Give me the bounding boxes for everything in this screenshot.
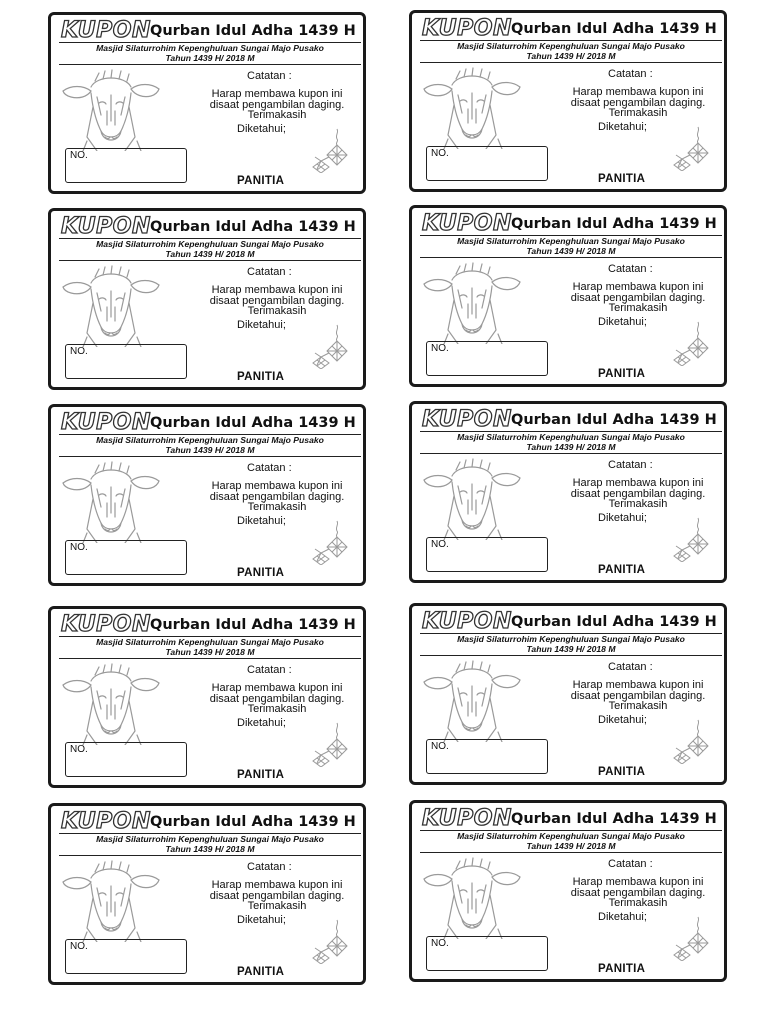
message-line-3: Terimakasih bbox=[247, 900, 307, 912]
message-line-2: disaat pengambilan daging. bbox=[570, 886, 706, 899]
kupon-logo: KUPON bbox=[61, 214, 151, 239]
coupon-card-1 bbox=[48, 12, 366, 194]
organizer-year: Tahun 1439 H/ 2018 M bbox=[165, 843, 255, 854]
organizer-header bbox=[420, 633, 722, 656]
organizer-header bbox=[420, 431, 722, 454]
coupon-message bbox=[550, 478, 726, 510]
catatan-label: Catatan : bbox=[608, 858, 653, 870]
number-label: NO. bbox=[70, 542, 88, 553]
kupon-logo: KUPON bbox=[61, 18, 151, 43]
coupon-title: Qurban Idul Adha 1439 H bbox=[150, 219, 356, 235]
diketahui-label: Diketahui; bbox=[598, 121, 647, 133]
catatan-label: Catatan : bbox=[608, 661, 653, 673]
coupon-message bbox=[550, 680, 726, 712]
coupon-card-7 bbox=[48, 606, 366, 788]
organizer-name: Masjid Silaturrohim Kepenghuluan Sungai Majo Pusako bbox=[96, 834, 324, 844]
coupon-card-10 bbox=[409, 800, 727, 982]
coupon-title: Qurban Idul Adha 1439 H bbox=[150, 814, 356, 830]
cow-sketch-icon bbox=[57, 67, 165, 151]
organizer-name: Masjid Silaturrohim Kepenghuluan Sungai Majo Pusako bbox=[457, 634, 685, 644]
cow-sketch-icon bbox=[57, 263, 165, 347]
message-line-3: Terimakasih bbox=[247, 305, 307, 317]
coupon-title: Qurban Idul Adha 1439 H bbox=[511, 216, 717, 232]
ketupat-icon bbox=[668, 125, 714, 171]
kupon-logo: KUPON bbox=[422, 806, 512, 831]
organizer-header bbox=[59, 434, 361, 457]
kupon-logo: KUPON bbox=[61, 612, 151, 637]
number-label: NO. bbox=[431, 148, 449, 159]
catatan-label: Catatan : bbox=[247, 462, 292, 474]
panitia-signature: PANITIA bbox=[237, 567, 285, 579]
message-line-1: Harap membawa kupon ini bbox=[211, 879, 343, 891]
message-line-2: disaat pengambilan daging. bbox=[570, 487, 706, 500]
organizer-year: Tahun 1439 H/ 2018 M bbox=[526, 50, 616, 61]
catatan-label: Catatan : bbox=[608, 263, 653, 275]
number-label: NO. bbox=[431, 343, 449, 354]
organizer-header bbox=[59, 238, 361, 261]
coupon-card-6 bbox=[409, 401, 727, 583]
diketahui-label: Diketahui; bbox=[237, 717, 286, 729]
panitia-signature: PANITIA bbox=[237, 175, 285, 187]
organizer-year: Tahun 1439 H/ 2018 M bbox=[165, 444, 255, 455]
organizer-header bbox=[59, 833, 361, 856]
cow-sketch-icon bbox=[418, 65, 526, 149]
panitia-signature: PANITIA bbox=[598, 173, 646, 185]
panitia-signature: PANITIA bbox=[237, 371, 285, 383]
cow-sketch-icon bbox=[418, 658, 526, 742]
coupon-message bbox=[550, 87, 726, 119]
organizer-header bbox=[420, 235, 722, 258]
catatan-label: Catatan : bbox=[247, 266, 292, 278]
kupon-logo: KUPON bbox=[422, 609, 512, 634]
ketupat-icon bbox=[307, 918, 353, 964]
coupon-message bbox=[189, 89, 365, 121]
message-line-3: Terimakasih bbox=[608, 498, 668, 510]
organizer-year: Tahun 1439 H/ 2018 M bbox=[526, 441, 616, 452]
coupon-message bbox=[189, 481, 365, 513]
message-line-3: Terimakasih bbox=[247, 109, 307, 121]
panitia-signature: PANITIA bbox=[598, 564, 646, 576]
organizer-header bbox=[59, 636, 361, 659]
diketahui-label: Diketahui; bbox=[237, 515, 286, 527]
number-field bbox=[426, 537, 548, 572]
coupon-card-3 bbox=[48, 208, 366, 390]
coupon-title: Qurban Idul Adha 1439 H bbox=[511, 21, 717, 37]
message-line-1: Harap membawa kupon ini bbox=[572, 281, 704, 293]
organizer-year: Tahun 1439 H/ 2018 M bbox=[526, 643, 616, 654]
number-field bbox=[426, 739, 548, 774]
diketahui-label: Diketahui; bbox=[598, 512, 647, 524]
message-line-3: Terimakasih bbox=[247, 501, 307, 513]
number-field bbox=[65, 939, 187, 974]
coupon-title: Qurban Idul Adha 1439 H bbox=[150, 617, 356, 633]
coupon-card-2 bbox=[409, 10, 727, 192]
cow-sketch-icon bbox=[418, 855, 526, 939]
cow-sketch-icon bbox=[418, 456, 526, 540]
number-field bbox=[65, 742, 187, 777]
number-label: NO. bbox=[70, 150, 88, 161]
cow-sketch-icon bbox=[57, 661, 165, 745]
coupon-card-8 bbox=[409, 603, 727, 785]
message-line-2: disaat pengambilan daging. bbox=[570, 291, 706, 304]
ketupat-icon bbox=[668, 718, 714, 764]
organizer-header bbox=[420, 830, 722, 853]
catatan-label: Catatan : bbox=[247, 70, 292, 82]
diketahui-label: Diketahui; bbox=[598, 714, 647, 726]
organizer-year: Tahun 1439 H/ 2018 M bbox=[165, 248, 255, 259]
number-field bbox=[426, 146, 548, 181]
coupon-message bbox=[550, 282, 726, 314]
organizer-name: Masjid Silaturrohim Kepenghuluan Sungai Majo Pusako bbox=[96, 43, 324, 53]
number-label: NO. bbox=[70, 346, 88, 357]
catatan-label: Catatan : bbox=[247, 664, 292, 676]
ketupat-icon bbox=[668, 516, 714, 562]
coupon-card-9 bbox=[48, 803, 366, 985]
organizer-year: Tahun 1439 H/ 2018 M bbox=[526, 840, 616, 851]
ketupat-icon bbox=[307, 519, 353, 565]
coupon-card-4 bbox=[409, 205, 727, 387]
message-line-3: Terimakasih bbox=[608, 302, 668, 314]
coupon-message bbox=[189, 285, 365, 317]
coupon-message bbox=[189, 880, 365, 912]
message-line-2: disaat pengambilan daging. bbox=[209, 294, 345, 307]
number-label: NO. bbox=[431, 938, 449, 949]
message-line-2: disaat pengambilan daging. bbox=[209, 98, 345, 111]
number-field bbox=[65, 540, 187, 575]
message-line-2: disaat pengambilan daging. bbox=[570, 96, 706, 109]
message-line-3: Terimakasih bbox=[608, 107, 668, 119]
message-line-1: Harap membawa kupon ini bbox=[572, 477, 704, 489]
number-label: NO. bbox=[70, 941, 88, 952]
kupon-logo: KUPON bbox=[422, 211, 512, 236]
cow-sketch-icon bbox=[418, 260, 526, 344]
coupon-message bbox=[550, 877, 726, 909]
organizer-name: Masjid Silaturrohim Kepenghuluan Sungai Majo Pusako bbox=[96, 435, 324, 445]
organizer-name: Masjid Silaturrohim Kepenghuluan Sungai Majo Pusako bbox=[457, 236, 685, 246]
message-line-1: Harap membawa kupon ini bbox=[572, 86, 704, 98]
organizer-name: Masjid Silaturrohim Kepenghuluan Sungai Majo Pusako bbox=[96, 239, 324, 249]
organizer-name: Masjid Silaturrohim Kepenghuluan Sungai Majo Pusako bbox=[457, 831, 685, 841]
organizer-year: Tahun 1439 H/ 2018 M bbox=[165, 52, 255, 63]
organizer-header bbox=[420, 40, 722, 63]
panitia-signature: PANITIA bbox=[237, 769, 285, 781]
diketahui-label: Diketahui; bbox=[237, 914, 286, 926]
ketupat-icon bbox=[668, 915, 714, 961]
kupon-logo: KUPON bbox=[422, 16, 512, 41]
ketupat-icon bbox=[307, 721, 353, 767]
cow-sketch-icon bbox=[57, 459, 165, 543]
number-label: NO. bbox=[70, 744, 88, 755]
number-label: NO. bbox=[431, 539, 449, 550]
coupon-title: Qurban Idul Adha 1439 H bbox=[150, 415, 356, 431]
message-line-1: Harap membawa kupon ini bbox=[211, 284, 343, 296]
number-field bbox=[426, 341, 548, 376]
catatan-label: Catatan : bbox=[608, 68, 653, 80]
panitia-signature: PANITIA bbox=[598, 766, 646, 778]
kupon-logo: KUPON bbox=[61, 809, 151, 834]
panitia-signature: PANITIA bbox=[598, 963, 646, 975]
panitia-signature: PANITIA bbox=[237, 966, 285, 978]
ketupat-icon bbox=[668, 320, 714, 366]
message-line-3: Terimakasih bbox=[608, 700, 668, 712]
number-label: NO. bbox=[431, 741, 449, 752]
number-field bbox=[426, 936, 548, 971]
organizer-name: Masjid Silaturrohim Kepenghuluan Sungai Majo Pusako bbox=[457, 432, 685, 442]
coupon-title: Qurban Idul Adha 1439 H bbox=[511, 811, 717, 827]
coupon-message bbox=[189, 683, 365, 715]
message-line-2: disaat pengambilan daging. bbox=[570, 689, 706, 702]
organizer-name: Masjid Silaturrohim Kepenghuluan Sungai Majo Pusako bbox=[96, 637, 324, 647]
diketahui-label: Diketahui; bbox=[598, 316, 647, 328]
message-line-3: Terimakasih bbox=[247, 703, 307, 715]
ketupat-icon bbox=[307, 323, 353, 369]
message-line-1: Harap membawa kupon ini bbox=[211, 88, 343, 100]
kupon-logo: KUPON bbox=[422, 407, 512, 432]
ketupat-icon bbox=[307, 127, 353, 173]
organizer-year: Tahun 1439 H/ 2018 M bbox=[526, 245, 616, 256]
message-line-2: disaat pengambilan daging. bbox=[209, 692, 345, 705]
message-line-1: Harap membawa kupon ini bbox=[572, 876, 704, 888]
number-field bbox=[65, 148, 187, 183]
number-field bbox=[65, 344, 187, 379]
message-line-2: disaat pengambilan daging. bbox=[209, 490, 345, 503]
organizer-header bbox=[59, 42, 361, 65]
catatan-label: Catatan : bbox=[247, 861, 292, 873]
message-line-1: Harap membawa kupon ini bbox=[211, 682, 343, 694]
message-line-1: Harap membawa kupon ini bbox=[211, 480, 343, 492]
catatan-label: Catatan : bbox=[608, 459, 653, 471]
coupon-title: Qurban Idul Adha 1439 H bbox=[511, 412, 717, 428]
cow-sketch-icon bbox=[57, 858, 165, 942]
diketahui-label: Diketahui; bbox=[237, 319, 286, 331]
coupon-title: Qurban Idul Adha 1439 H bbox=[150, 23, 356, 39]
coupon-title: Qurban Idul Adha 1439 H bbox=[511, 614, 717, 630]
kupon-logo: KUPON bbox=[61, 410, 151, 435]
coupon-card-5 bbox=[48, 404, 366, 586]
organizer-name: Masjid Silaturrohim Kepenghuluan Sungai Majo Pusako bbox=[457, 41, 685, 51]
organizer-year: Tahun 1439 H/ 2018 M bbox=[165, 646, 255, 657]
message-line-3: Terimakasih bbox=[608, 897, 668, 909]
diketahui-label: Diketahui; bbox=[598, 911, 647, 923]
message-line-2: disaat pengambilan daging. bbox=[209, 889, 345, 902]
panitia-signature: PANITIA bbox=[598, 368, 646, 380]
diketahui-label: Diketahui; bbox=[237, 123, 286, 135]
message-line-1: Harap membawa kupon ini bbox=[572, 679, 704, 691]
